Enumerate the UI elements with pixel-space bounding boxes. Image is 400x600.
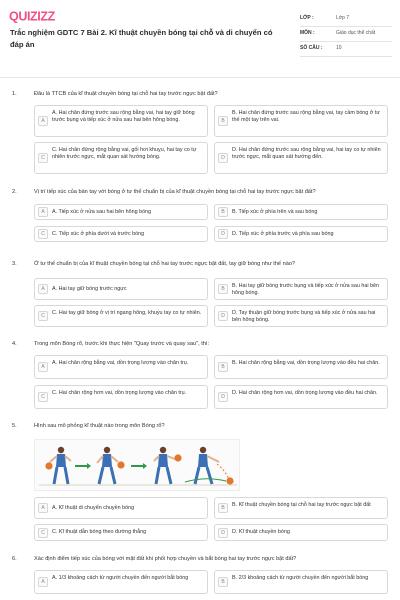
question-2 [0, 189, 400, 251]
option-text: A. Hai chân đứng trước sau rộng bằng vai, hai tay giữ bóng trước bụng và tiếp xúc ở nửa sau hai bên hông bóng. [52, 110, 195, 123]
answer-option-d[interactable] [214, 142, 388, 174]
quizizz-logo[interactable] [9, 9, 73, 23]
option-text: B. Kĩ thuật chuyền bóng tại chỗ hai tay trước ngực bật đất [232, 502, 371, 508]
answer-option-a[interactable] [34, 355, 208, 379]
question-text: Xác định điểm tiếp xúc của bóng với mặt đất khi phối hợp chuyền và bắt bóng hai tay trước ngực bật đất? [34, 556, 297, 562]
option-text: C. Kĩ thuật dẫn bóng theo đường thẳng [52, 529, 147, 535]
meta-value: Lớp 7 [336, 15, 350, 21]
question-text: Ở tư thế chuẩn bị của kĩ thuật chuyền bóng tại chỗ hai tay trước ngực bật đất, tay giữ bóng như thế nào? [34, 261, 296, 267]
option-text: B. Hai tay giữ bóng trước bụng và tiếp xúc ở nửa sau hai bên hông bóng. [232, 283, 380, 296]
option-letter: C [38, 153, 48, 163]
quizizz-logo-mark [9, 9, 73, 23]
option-letter: B [218, 362, 228, 372]
option-letter: A [38, 577, 48, 587]
question-6 [0, 556, 400, 600]
answer-option-d[interactable] [214, 385, 388, 409]
question-number: 6. [12, 556, 17, 562]
option-text: D. Kĩ thuật chuyền bóng [232, 529, 290, 535]
question-number: 2. [12, 189, 17, 195]
option-letter: D [218, 229, 228, 239]
answer-option-c[interactable] [34, 305, 208, 327]
option-text: A. Hai tay giữ bóng trước ngực [52, 286, 127, 292]
answer-option-d[interactable] [214, 226, 388, 242]
option-text: C. Hai chân đứng rộng bằng vai, gối hơi khuỵu, hai tay co tự nhiên trước ngực, mắt quan sát hướng bóng. [52, 147, 197, 160]
answer-option-a[interactable] [34, 204, 208, 220]
option-text: D. Tiếp xúc ở phía trước và phía sau bóng [232, 231, 334, 237]
option-letter: B [218, 284, 228, 294]
option-text: B. Hai chân đứng trước sau rộng bằng vai, tay cầm bóng ở tư thế một tay trên vai. [232, 110, 380, 123]
option-letter: B [218, 503, 228, 513]
question-5 [0, 423, 400, 545]
answer-option-a[interactable] [34, 278, 208, 300]
header-divider [0, 77, 400, 78]
basketball-drill-figure [35, 440, 240, 491]
answer-option-b[interactable] [214, 355, 388, 379]
option-text: C. Hai tay giữ bóng ở vị trí ngang hông, khuỷu tay co tự nhiên. [52, 310, 202, 316]
option-letter: C [38, 229, 48, 239]
answer-option-b[interactable] [214, 497, 388, 519]
answer-option-d[interactable] [214, 305, 388, 327]
question-4 [0, 341, 400, 413]
answer-option-c[interactable] [34, 524, 208, 541]
answer-option-a[interactable] [34, 497, 208, 519]
question-illustration [34, 439, 240, 491]
option-letter: D [218, 311, 228, 321]
answer-option-b[interactable] [214, 204, 388, 220]
option-text: B. Hai chân rộng bằng vai, dồn trọng lượng vào đều hai chân. [232, 360, 380, 366]
question-1 [0, 91, 400, 176]
meta-row-subject [300, 27, 392, 42]
meta-row-class [300, 12, 392, 27]
answer-option-b[interactable] [214, 278, 388, 300]
meta-value: Giáo dục thể chất [336, 30, 376, 36]
question-number: 3. [12, 261, 17, 267]
option-text: A. Kĩ thuật di chuyển chuyền bóng [52, 505, 135, 511]
meta-label: SỐ CÂU : [300, 45, 323, 51]
answer-option-a[interactable] [34, 570, 208, 594]
option-text: A. Hai chân rộng bằng vai, dồn trọng lượng vào chân trụ. [52, 360, 189, 366]
option-letter: B [218, 207, 228, 217]
option-text: D. Hai chân đứng trước sau rộng bằng vai, hai tay co tự nhiên trước ngực, mắt quan sát hướng đến. [232, 147, 381, 160]
option-text: C. Hai chân rộng hơn vai, dồn trọng lượng vào chân trụ. [52, 390, 187, 396]
question-text: Trong môn Bóng rổ, trước khi thực hiện "Quay trước và quay sau", thì: [34, 341, 209, 347]
question-number: 1. [12, 91, 17, 97]
option-letter: D [218, 392, 228, 402]
meta-row-count [300, 42, 392, 57]
document-title: Trắc nghiệm GDTC 7 Bài 2. Kĩ thuật chuyền bóng tại chỗ và di chuyển có đáp án [10, 28, 273, 49]
answer-option-d[interactable] [214, 524, 388, 541]
answer-option-c[interactable] [34, 142, 208, 174]
option-letter: A [38, 362, 48, 372]
page-header [0, 0, 400, 70]
option-text: B. Tiếp xúc ở phía trên và sau bóng [232, 209, 318, 215]
answer-option-b[interactable] [214, 570, 388, 594]
svg-text:QUIZIZZ: QUIZIZZ [9, 9, 55, 23]
option-letter: A [38, 116, 48, 126]
meta-value: 10 [336, 45, 342, 51]
document-meta [300, 12, 392, 57]
option-letter: A [38, 207, 48, 217]
option-text: C. Tiếp xúc ở phía dưới và trước bóng [52, 231, 145, 237]
option-letter: D [218, 528, 228, 538]
option-letter: B [218, 577, 228, 587]
option-letter: C [38, 392, 48, 402]
answer-option-c[interactable] [34, 226, 208, 242]
question-number: 4. [12, 341, 17, 347]
option-text: B. 2/3 khoảng cách từ người chuyền đến người bắt bóng [232, 575, 369, 581]
answer-option-a[interactable] [34, 105, 208, 137]
question-number: 5. [12, 423, 17, 429]
question-text: Vị trí tiếp xúc của bàn tay với bóng ở tư thế chuẩn bị của kĩ thuật chuyền bóng tại chỗ hai tay trước ngực bật đất? [34, 189, 316, 195]
option-letter: B [218, 116, 228, 126]
option-letter: A [38, 284, 48, 294]
option-letter: A [38, 503, 48, 513]
meta-label: MÔN : [300, 30, 315, 36]
question-3 [0, 261, 400, 331]
option-text: A. 1/3 khoảng cách từ người chuyền đến người bắt bóng [52, 575, 189, 581]
question-text: Đâu là TTCB của kĩ thuật chuyền bóng tại chỗ hai tay trước ngực bật đất? [34, 91, 218, 97]
option-text: D. Hai chân rộng hơn vai, dồn trọng lượng vào đều hai chân. [232, 390, 378, 396]
question-text: Hình sau mô phỏng kĩ thuật nào trong môn Bóng rổ? [34, 423, 165, 429]
meta-label: LỚP : [300, 15, 314, 21]
option-text: A. Tiếp xúc ở nửa sau hai bên hông bóng [52, 209, 152, 215]
answer-option-b[interactable] [214, 105, 388, 137]
option-text: D. Tay thuận giữ bóng trước bụng và tiếp xúc ở nửa sau hai bên hông bóng. [232, 310, 376, 323]
option-letter: C [38, 528, 48, 538]
option-letter: D [218, 153, 228, 163]
option-letter: C [38, 311, 48, 321]
answer-option-c[interactable] [34, 385, 208, 409]
